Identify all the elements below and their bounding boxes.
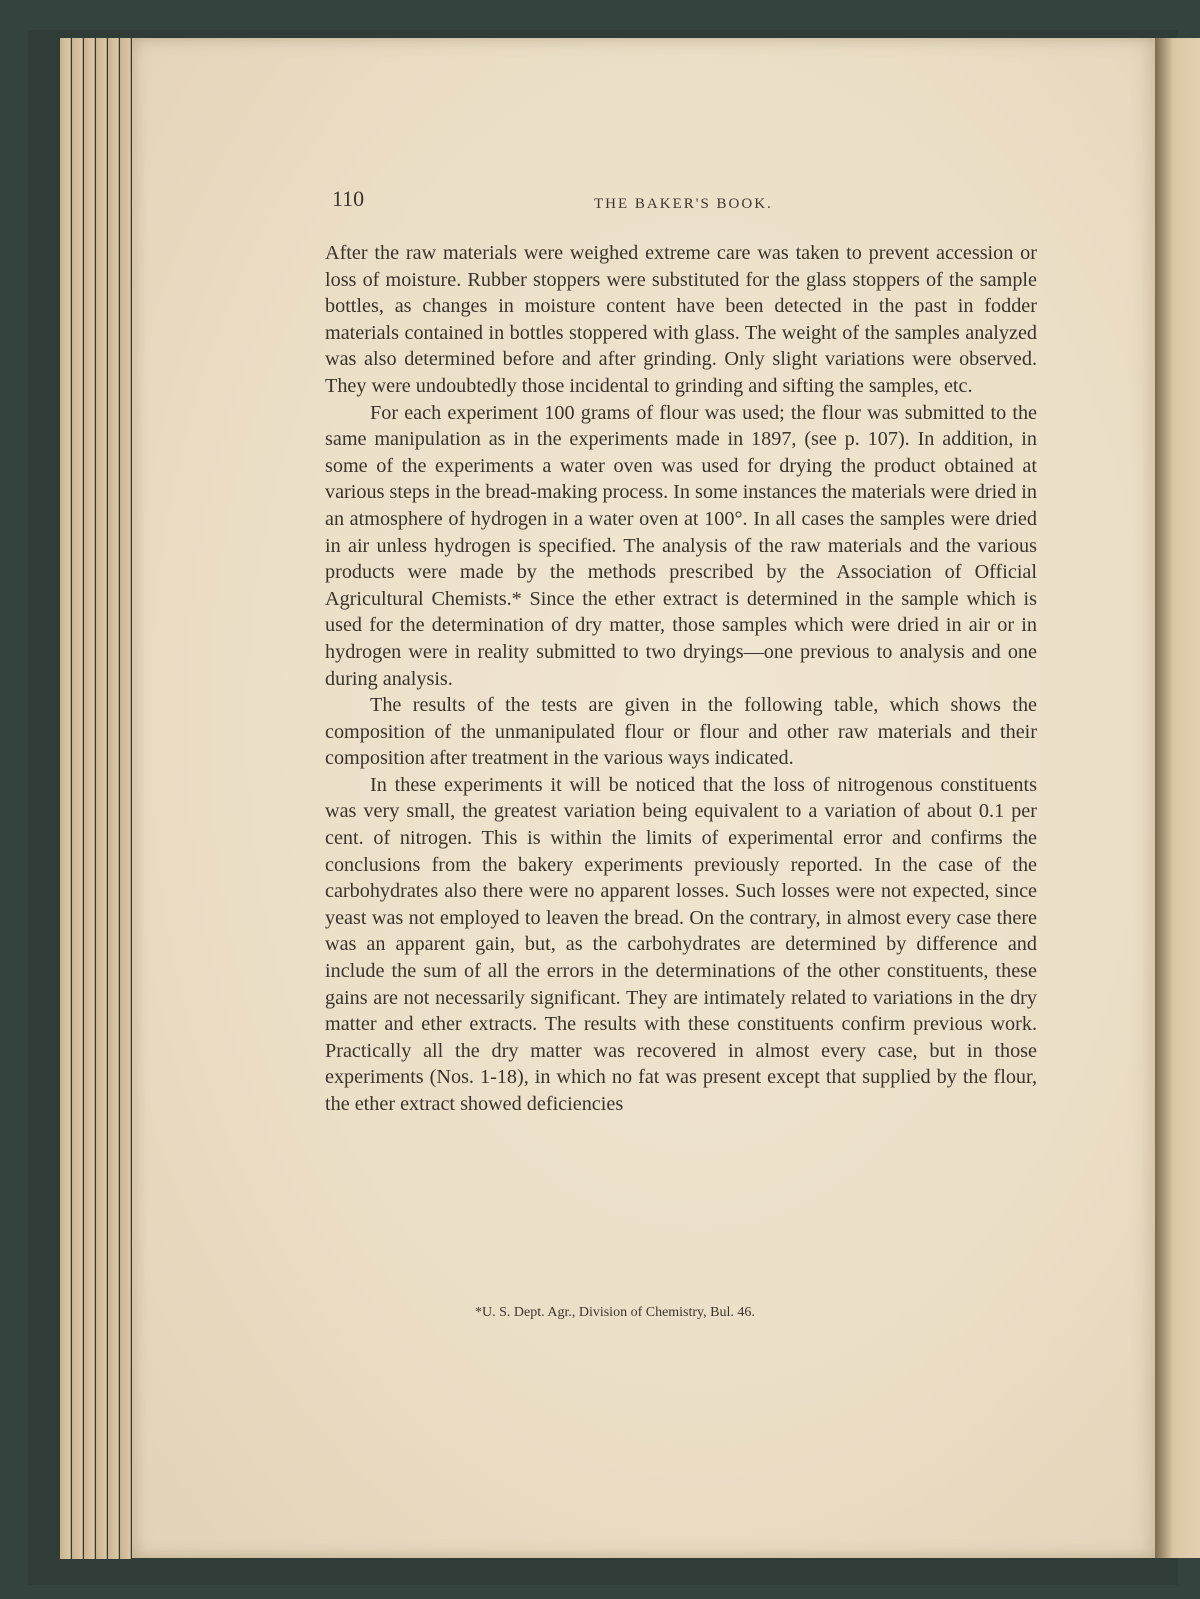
book-gutter [1155,38,1200,1558]
page-edge [72,38,83,1559]
page-edge [60,38,71,1559]
page-edge [84,38,95,1559]
page-edge [96,38,107,1559]
footnote: *U. S. Dept. Agr., Division of Chemistry, Bul. 46. [475,1305,755,1320]
page-edge [108,38,119,1559]
body-text [325,240,1037,1118]
paragraph: The results of the tests are given in the following table, which shows the composition of the unmanipulated flour or flour and other raw materials and their composition after treatment in the various ways indicated. [325,694,1037,770]
paragraph: After the raw materials were weighed extreme care was taken to prevent accession or loss of moisture. Rubber stoppers were substituted for the glass stoppers of the sample bottles, as changes in moisture content have been detected in the past in fodder materials contained in bottles stoppered with glass. The weight of the samples analyzed was also determined before and after grinding. Only slight variations were observed. They were undoubtedly those incidental to grinding and sifting the samples, etc. [325,242,1037,397]
paragraph: For each experiment 100 grams of flour was used; the flour was submitted to the same manipulation as in the experiments made in 1897, (see p. 107). In addition, in some of the experiments a water oven was used for drying the product obtained at various steps in the bread-making process. In some instances the materials were dried in an atmosphere of hydrogen in a water oven at 100°. In all cases the samples were dried in air unless hydrogen is specified. The analysis of the raw materials and the various products were made by the methods prescribed by the Association of Official Agricultural Chemists.* Since the ether extract is determined in the sample which is used for the determination of dry matter, those samples which were dried in air or in hydrogen were in reality submitted to two dryings—one previous to analysis and one during analysis. [325,401,1037,690]
page-number: 110 [332,186,365,211]
paragraph: In these experiments it will be noticed that the loss of nitrogenous constituents was very small, the greatest variation being equivalent to a variation of about 0.1 per cent. of nitrogen. This is within the limits of experimental error and confirms the conclusions from the bakery experiments previously reported. In the case of the carbohydrates also there were no apparent losses. Such losses were not expected, since yeast was not employed to leaven the bread. On the contrary, in almost every case there was an apparent gain, but, as the carbohydrates are determined by difference and include the sum of all the errors in the determinations of the other constituents, these gains are not necessarily significant. They are intimately related to variations in the dry matter and ether extracts. The results with these constituents confirm previous work. Practically all the dry matter was recovered in almost every case, but in those experiments (Nos. 1-18), in which no fat was present except that supplied by the flour, the ether extract showed deficiencies [325,773,1037,1115]
page-header [332,186,1052,226]
running-title: THE BAKER'S BOOK. [594,196,773,212]
page-edge [120,38,131,1559]
